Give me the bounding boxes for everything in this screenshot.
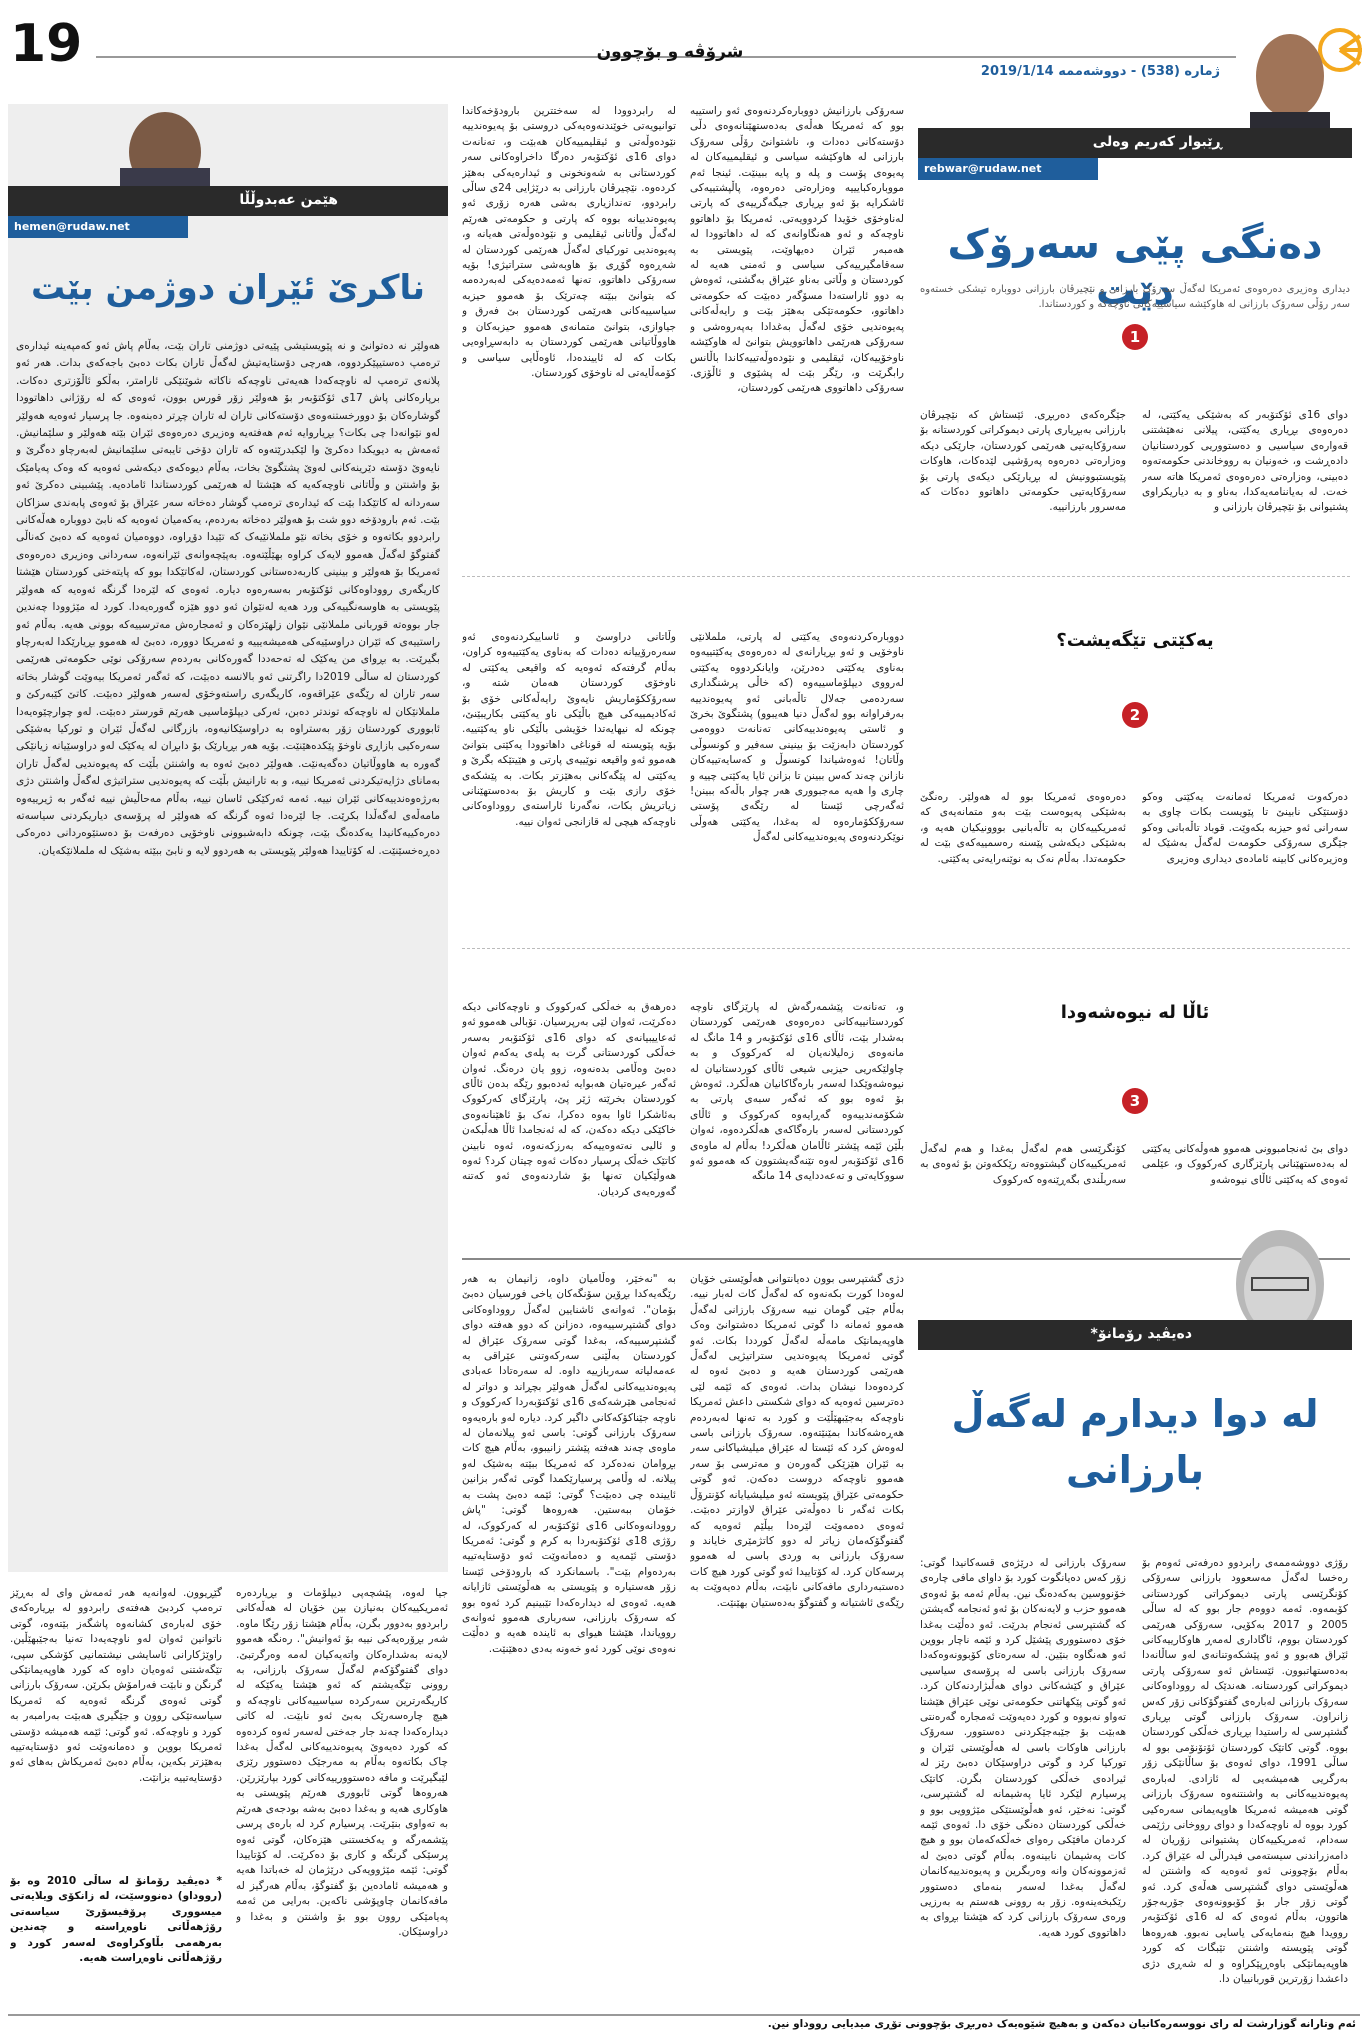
email-text: rebwar@rudaw.net (924, 162, 1042, 175)
section2-col2: دەرەوەی ئەمریکا بوو لە هەولێر. رەنگێ بەشێکی پەیوەست بێت بەو متمانەیەی کە ئەمریکییەکان بە تاڵەبانیی بووونیکیان هەیە و، بەشێکی دیکەشی پێسنە رەسمییەکەی بێت لە حکومەتدا. بەڵام نەک بە نوێنەرایەتی یەکێتی. (920, 791, 1126, 865)
footer-disclaimer: ئەم وتارانە گوزارشت لە رای نووسەرەکانیان دەکەن و بەهیچ شێوەیەک دەربڕی بۆچوونی تۆڕی میدیایی رووداو نین. (767, 2018, 1356, 2030)
author-bar-hemen (8, 186, 448, 216)
portrait-image (80, 108, 250, 188)
section3-col4: دەرهەق بە خەڵکی کەرکووک و ناوچەکانی دیکە دەکرێت، ئەوان لێی بەرپرسیان. تۆبالی هەموو ئەو ئەعاییبیانەی کە دوای 16ی ئۆکتۆبەر بەسەر خەڵکی کوردستانی گرت بە پلەی یەکەم ئەوان دەبێ وەڵامی بدەنەوە، زوو یان درەنگ. ئەوان ئەگەر عیرەتیان هەبوایە ئەدەبوو رێگە بدەن ئاڵای کوردستان بخرێتە ژێر پێ، پارێزگای کەرکووک بەئاشکرا ئاوا بەوە دەکرا، نەک بۆ ئاهێنانەوەی خاکێکی دیکە دەکەن، کە لە ئەنجامدا ئاڵا هەڵبکەن و ئالیی نەتەوەییەکە بەرزکەنەوە، ئەوە نابینن کاتێک خەڵک پرسیار دەکات ئەوە چیتان کرد؟ ئەوە هەوڵێکیان تەنها بۆ شاردنەوەی ئەو کەتنە گەورەیەی کردیان. (462, 1001, 676, 1198)
body-hemen: هەولێر نە دەتوانێ و نە پێویستیشی پێیەتی دوژمنی تاران بێت، بەڵام پاش ئەو کەمپەینە ئیدارەی ترەمپ دەستیپێکردووە، هەرچی دۆستایەتیش لەگەڵ تاران بکات دەبێ باجەکەی بدات. هەر ئەو پلانەی ترەمپ لە ناوچەکەدا هەیەتی ناوچەکە ناکاتە شوێنێکی ئارامتر، بەڵکو ئاڵۆزتری دەکات. برپارەکانی پاش 17ی ئۆکتۆبەر بۆ هەولێر زۆر قورس بوون، ئەوەی کە لە رۆژانی داهاتوودا گوشارەکان بۆ دوورخستنەوەی دۆستەکانی تاران لە تاران چڕتر دەبنەوە. جا پرسیار ئەوەیە هەولێر لەو نێوانەدا چی بکات؟ بڕیاروایە ئەم هەفتەیە وەزیری دەرەوەی ئێران بێتە هەولێر و سلێمانیش. ئەمەش بە دیویکدا دەکرێ وا لێکبدرێتەوە کە تاران دۆخی تایبەتی سلێمانیش لەبەرچاو دەگرێ و نایەوێ دۆستە دێرینەکانی لەوێ پشتگوێ بخات، بەڵام دیوەکەی دیکەشی ئەوەیە کە وەک پەیامێک بۆ واشنتن و وڵاتانی ناوچەکەیە کە هێشتا لە هەرێمی کوردستاندا ئامادەیە. پێشبینی دەکرێ ئەو سەردانە لە کاتێکدا بێت کە ئیدارەی ترەمپ گوشار دەخاتە سەر عێراق بۆ ئەوەی پابەندی سزاکان بێت. ئەم بارودۆخە دوو شت بۆ هەولێر دەخاتە بەردەم، یەکەمیان ئەوەیە کە نابێ دووبارە هەڵەکانی رابردوو بکاتەوە و خۆی بخاتە نێو ململانێیەک کە تێیدا دۆڕاوە، دووەمیان ئەوەیە کە دەبێ کەناڵی گفتوگۆ لەگەڵ هەموو لایەک کراوە بهێڵێتەوە. بەپێچەوانەی ئێرانەوە، سەردانی وەزیری دەرەوەی ئەمریکا بۆ هەولێر و بینینی کاربەدەستانی کوردستان، لەکاتێکدا بوو کە پایتەختی کوردستان هێشتا کاریگەری رووداوەکانی ئۆکتۆبەر بەسەرەوە دیارە. ئەوەی کە لێرەدا گرنگە ئەوەیە کە هەولێر پێویستی بە هاوسەنگییەکی ورد هەیە لەنێوان ئەو دوو هێزە گەورەیەدا. کورد لە مێژوودا چەندین جار بووەتە قوربانی ململانێی نێوان زلهێزەکان و ئەمجارەش مەترسییەکە بوونی هەیە. بەڵام ئەو راستییەی کە ئێران دراوسێیەکی هەمیشەیییە و ئەمریکا دوورە، دەبێ لە هەموو بڕیارێکدا لەبەرچاو بگیرێت. بە بڕوای من یەکێک لە تەحەددا گەورەکانی بەردەم سەرۆکی نوێی حکومەتی هەرێمی کوردستان لە ساڵی 2019دا راگرتنی ئەو بالانسە دەبێت، کە ئەگەر ئەمریکا بیەوێت گوشار بخاتە سەر تاران لە رێگەی عێراقەوە، کاریگەری راستەوخۆی لەسەر هەولێر دەبێت. کاتێ کێبەرکێ و ململانێکان لە ناوچەکە توندتر دەبن، ئەرکی دیپلۆماسیی هەرێم قورستر دەبێت. لەو چوارچێوەیەدا ئابووری کوردستان زۆر بەستراوە بە دراوسێکانیەوە، بازرگانی لەگەڵ ئێران و تورکیا بەشێکی سەرەکیی بازاڕی ناوخۆ پێکدەهێنێت. بۆیە هەر بڕیارێک بۆ دابڕان لە یەکێک لەو دراوسێیانە زیانێکی گەورە بە هاووڵاتیان دەگەیەنێت. هەولێر دەبێ ئەوە بە واشنتن بڵێت کە پەیوەندیی لەگەڵ تاران بەمانای دژایەتیکردنی ئەمریکا نییە، و بە تارانیش بڵێت کە پەیوەندیی ستراتیژی لەگەڵ واشنتن دژی بەرژەوەندییەکانی ئێران نییە. ئەمە ئەرکێکی ئاسان نییە، بەڵام مەحاڵیش نییە ئەگەر بە ژیرییەوە مامەڵەی لەگەڵدا بکرێت. جا لێرەدا ئەوە گرنگە کە هەولێر لە پرۆسەی دیاریکردنی سیاسەتە دەرەکییەکانیدا یەکدەنگ بێت، چونکە دابەشبوونی ناوخۆیی دەرفەت بۆ دەستێوەردانی دەرەکی دەڕەخسێنێت. لە کۆتاییدا هەولێر پێویستی بە هەردوو لایە و نابێ ببێتە بەشێک لە ململانێکەیان. (16, 340, 440, 857)
headline-rebwar: دەنگی پێی سەرۆک دێت (947, 222, 1323, 314)
section2-col4: وڵاتانی دراوسێ و ئاساییکردنەوەی ئەو سەرەرۆییانە دەدات کە بەناوی یەکێتییەوە کراون، بەڵام گرفتەکە ئەوەیە کە واقیعی یەکێتی لە ناوخۆی کوردستان هەمان شتە و، سەرۆککۆماریش نایەوێ رایەڵەکانی خۆی بۆ ئەکادیمییەکی هیچ باڵێکی ناو یەکێتی بکاریبێنێ، چونکە لە نیهایەتدا خۆیشی باڵێکی ناو یەکێتییە. بۆیە پێویستە لە قوناغی داهاتوودا یەکێتی بتوانێ هەموو ئەو واقیعە نوێییەی پارتی و هێیتێکە بگرێ و یەکێتی لە پێگەکانی بەهێزتر بکات. بە پێشکەی خۆی رازی بێت و کاریش بۆ بەدەستهێنانی زیاتریش بکات، نەگەرنا ئاراستەی رووداوەکانی ناوچەکە هیچی لە قازانجی ئەوان نییە. (462, 631, 676, 828)
romano-col6: گێڕیوون. لەوانەیە هەر ئەمەش وای لە بەڕێز ترەمپ کردبێ هەفتەی رابردوو لە بڕیارەکەی خۆی لەبارەی کشانەوە پاشگەز بێتەوە، گوتی ناتوانین ئەوان لەو ناوچەیەدا تەنیا بەجێبهێڵین. راوێژکارانی ئاسایشی نیشتمانیی کۆشکی سپی، تێگەشتنی ئەوەیان داوە کە کورد هاوپەیمانێکی گرنگن و نابێت فەرامۆش بکرێن. سەرۆک بارزانی گوتی ئەوەی گرنگە ئەوەیە کە ئەمریکا سیاسەتێکی روون و جێگیری هەبێت بەرامبەر بە کورد و ناوچەکە. ئەو گوتی: ئێمە هەمیشە دۆستی ئەمریکا بووین و دەمانەوێت ئەو دۆستایەتییە بەهێزتر بکەین، بەڵام دەبێ ئەمریکاش بەهای ئەو دۆستایەتییە بزانێت. (10, 1587, 222, 1784)
section3-col1: دوای بێ ئەنجامبوونی هەموو هەوڵەکانی یەکێتی لە بەدەستهێنانی پارێزگاری کەرکووک و، عێلمی ئەوەی کە یەکێتی ئاڵای نیوەشەو (1142, 1143, 1348, 1186)
section1-col1: دوای 16ی ئۆکتۆبەر کە بەشێکی یەکێتی، لە دەرەوەی بڕیاری یەکێتی، پیلانی نەهێشتنی قەوارەی سیاسیی و دەستووریی کوردستانیان دادەڕشت و، خەونیان بە رووخاندنی حکومەتەوە دەبینی، وەزارەتی دەرەوەی ئەمریکا هاتە سەر خەت. لە بەیاننامەیەکدا، بەناو و بە دیاریکراوی پشتیوانی بۆ نێچیرڤان بارزانی و (1142, 409, 1348, 514)
lead-rebwar: دیداری وەزیری دەرەوەی ئەمریکا لەگەڵ سەرۆک بارزانی و نێچیرڤان بارزانی دووبارە تیشکی خستەوە سەر رۆڵی سەرۆک بارزانی لە هاوکێشە سیاسییەکانی ناوچەکە و کوردستاندا. (920, 284, 1350, 310)
section-number-2: 2 (1122, 702, 1148, 728)
section-number-3: 3 (1122, 1088, 1148, 1114)
page-number (10, 16, 90, 72)
page-number-text: 19 (10, 14, 83, 74)
email-text: hemen@rudaw.net (14, 220, 130, 233)
author-name: ڕێبوار کەریم وەلی (1092, 134, 1222, 150)
section-title-3: ئاڵا لە نیوەشەودا (1060, 1002, 1210, 1023)
author-bar-romano (918, 1320, 1352, 1350)
section1-col3: سەرۆکی بارزانیش دووبارەکردنەوەی ئەو راستییە بوو کە ئەمریکا هەڵەی بەدەستهێنانەوەی دڵی دۆستەکانی دەدات و، ناشتوانێ رۆڵی سەرۆک بارزانی لە هاوکێشە سیاسی و ئیقلیمییەکان لە پەیوەی پۆست و پلە و پایە ببینێت. ئینجا ئەم مووبارەکبایییە وەزارەتی دەرەوە، پاڵپشتییەکی ئاشکرایە بۆ ئەو بڕیاری جیگەگرییەی کە پارتی لەناوخۆی خۆیدا کردوویەتی. ئەمریکا بۆ داهاتوو ناوچەکە و ئەو هەنگاوانەی کە لە داهاتوودا لە هەمبەر ئێران دەیهاوێت، پێویستی بە سەقامگیرییەکی سیاسی و ئەمنی هەیە لە کوردستان و وڵاتی بەناو عێراق بەگشتی، ئەوەش بە دوو ئاراستەدا مسۆگەر دەبێت کە حکومەتی داهاتوو، حکومەتێکی بەهێز بێت و رایەڵەکانی پەیوەندیی خۆی لەگەڵ بەغدادا بەپەروەشی و سەرۆکی هەرێمی داهاتوویش بتوانێ لە هاوکێشە ناوخۆییەکان، ئیقلیمی و نێودەوڵەتییەکاندا باڵانس رابگرێت و، رێگر بێت لە پشێوی و ئاڵۆزی. سەرۆکی داهاتووی هەرێمی کوردستان، (690, 105, 904, 395)
author-name: هێمن عەبدوڵڵا (239, 192, 338, 208)
section3-col2: کۆنگرێسی هەم لەگەڵ بەغدا و هەم لەگەڵ ئەمریکییەکان گیشتووەتە رێککەوتن بۆ ئەوەی بە سەربڵندی بگەڕێنەوە کەرکووک (920, 1143, 1126, 1186)
romano-col5: جیا لەوە، پێشچەپی دیپلۆمات و بڕیاردەرە ئەمریکییەکان بەنیازن بین خۆیان لە هەڵەکانی رابردوو بەدوور بگرن، بەڵام هێشتا زۆر رێگا ماوە. شەر بڕۆرەیەکی نییە بۆ ئەوانیش". رەنگە هەموو لایەنە بەشدارەکان واتەیەکیان لەمە وەرگرتبێ. دوای گفتوگۆکەم لەگەڵ سەرۆک بارزانی، بە روونی تێگەیشتم کە ئەو هێشتا یەکێکە لە کاریگەرترین سەرکردە سیاسییەکانی ناوچەکە و هیچ چارەسەرێک بەبێ ئەو نابێت. لە کاتی دیدارەکەدا چەند جار جەختی لەسەر ئەوە کردەوە کە کورد دەیەوێ پەیوەندییەکانی لەگەڵ بەغدا چاک بکاتەوە بەڵام بە مەرجێک دەستوور رێزی لێبگیرێت و مافە دەستوورییەکانی کورد بپارێزرێن. هەروەها گوتی ئابووری هەرێم پێویستی بە هاوکاری هەیە و بەغدا دەبێ بەشە بودجەی هەرێم بە تەواوی بنێرێت. پرسیارم کرد لە بارەی پرسی پێشمەرگە و یەکخستنی هێزەکان، گوتی ئەوە پرسێکی گرنگە و کاری بۆ دەکرێت. لە کۆتاییدا گوتی: ئێمە مێژوویەکی درێژمان لە خەباتدا هەیە و هەمیشە ئامادەین بۆ گفتوگۆ، بەڵام هەرگیز لە مافەکانمان چاوپۆشی ناکەین. بەرایی من ئەمە پەیامێکی روون بوو بۆ واشنتن و بەغدا و دراوسێکان. (236, 1587, 448, 1938)
author-name: دەیڤید رۆمانۆ* (1090, 1326, 1192, 1342)
issue-info: ژمارە (538) - دووشەممە 2019/1/14 (980, 64, 1220, 79)
romano-col1: رۆژی دووشەممەی رابردوو دەرفەتی ئەوەم بۆ رەخسا لەگەڵ مەسعوود بارزانی سەرۆکی کۆنگرێسی پارتی دیموکراتی کوردستانی کۆبمەوە. ئەمە دووەم جار بوو کە لە ساڵی 2005 و 2017 بەکۆیی، سەرۆکی هەرێمی کوردستان بووم، ئاگاداری لەمەڕ هاوکارییەکانی ئێراق هەبوو و ئەو پێشکەوتنانەی لەو ساڵانەدا بەدەستهاتبوون. ئێستاش ئەو سەرۆکی پارتی دیموکراتی کوردستانە. هەندێک لە رووداوەکانی سەرۆک بارزانی لەبارەی گفتوگۆکانی زۆر کەس زانراون. سەرۆک بارزانی گوتی بڕیاری گشتپرسی لە راستیدا بڕیاری خەڵکی کوردستان بووە. گوتی کاتێک کوردستان ئۆتۆنۆمی بوو لە ساڵی 1991، دوای ئەوەی بۆ ساڵانێکی زۆر بەرگریی هەمیشەیی لە ئازادی. لەبارەی پەیوەندییەکانی بە واشنتنەوە سەرۆک بارزانی گوتی هەمیشە ئەمریکا هاوپەیمانی سەرەکیی کورد بووە لە ناوچەکەدا و دوای رووخانی رژێمی سەدام، ئەمریکییەکان پشتیوانی زۆریان لە دامەزراندنی سیستەمی فیدراڵی لە عێراق کرد. بەڵام بۆچوونی ئەو ئەوەیە کە واشنتن لە هەڵوێستی دوای گشتپرسی هەڵەی کرد. ئەو گوتی زۆر جار بۆ کۆبوونەوەی جۆربەجۆر هاتوون، بەڵام ئەوەی کە لە 16ی ئۆکتۆبەر روویدا هیچ بنەمایەکی یاسایی نەبوو. هەروەها گوتی پێویستە واشنتن تێبگات کە کورد هاوپەیمانێکی باوەڕپێکراوە و لە شەڕی دژی داعشدا زۆرترین قوربانییان دا. (1142, 1557, 1348, 1985)
section-divider-1 (462, 576, 1350, 577)
section-number-1: 1 (1122, 324, 1148, 350)
footer-rule (8, 2014, 1360, 2016)
headline-romano: لە دوا دیدارم لەگەڵ بارزانی (951, 1392, 1319, 1492)
section3-col3: و، تەنانەت پێشمەرگەش لە پارێزگای ناوچە کوردستانییەکانی دەرەوەی هەرێمی کوردستان بەشدار بێت، ئاڵای 16ی ئۆکتۆبەر و 14 مانگ لە مانەوەی زەلیلانەیان لە کەرکووک و بە چاولێکەریی حیزبی شیعی ئاڵای کوردستانیان لە نیوەشەوێکدا لەسەر بارەگاکانیان هەڵکرد. ئەوەش بۆ ئەوە بوو کە ئەگەر سبەی پارتی بە شکۆمەندییەوە گەڕایەوە کەرکووک و ئاڵای کوردستانی لەسەر بارەگاکەی هەڵکردەوە، ئەوان بڵێن ئێمە پێشتر ئاڵامان هەڵکرد! بەڵام لە ماوەی 16ی ئۆکتۆبەر لەوە تێنەگەیشتوون کە هەموو ئەو سووکایەتی و تەعەددایەی 14 مانگە (690, 1001, 904, 1183)
romano-bio: * دەیڤید رۆمانۆ لە ساڵی 2010 وە بۆ (رووداو) دەنووسێت، لە زانکۆی ویلایەتی میسووری پرۆفیسۆرێ سیاسەتی رۆژهەڵاتی ناوەڕاستە و چەندین بەرهەمی بڵاوکراوەی لەسەر کورد و رۆژهەڵاتی ناوەڕاست هەیە. (10, 1875, 222, 1965)
author-photo-rebwar (1232, 20, 1348, 140)
romano-col3: دژی گشتپرسی بوون دەیانتوانی هەڵوێستی خۆیان لەوەدا کورت بکەنەوە کە لەگەڵ کات لەبار نییە. بەڵام جێی گومان نییە سەرۆک بارزانی لەگەڵ هەموو ئەمانە دا گوتی ئەمریکا دەشتوانێ وەک هاوپەیمانێک مامەڵە لەگەڵ کورددا بکات. ئەو گوتی ئەمریکا پەیوەندیی ستراتیژیی لەگەڵ هەرێمی کوردستان هەیە و دەبێ ئەوە لە کردەوەدا نیشان بدات. ئەوەی کە ئێمە لێی دەترسین ئەوەیە کە دوای شکستی داعش ئەمریکا ناوچەکە بەجێبهێڵێت و کورد بە تەنها لەبەردەم هەڕەشەکاندا بمێنێتەوە. سەرۆک بارزانی باسی لەوەش کرد کە ئێستا لە عێراق میلیشیاکانی سەر بە ئێران هێزێکی گەورەن و مەترسی بۆ سەر هەموو ناوچەکە دروست دەکەن. ئەو گوتی حکومەتی عێراق پێویستە ئەو میلیشیایانە کۆنترۆڵ بکات ئەگەر نا دەوڵەتی عێراق لاوازتر دەبێت. ئەوەی دەمەوێت لێرەدا بیڵێم ئەوەیە کە گفتوگۆکەمان زیاتر لە دوو کاتژمێری خایاند و سەرۆک بارزانی بە وردی باسی لە هەموو پرسەکان کرد. لە کۆتاییدا ئەو گوتی کورد هیچ کات دەستبەرداری مافەکانی نابێت، بەڵام دەیەوێت بە رێگەی ئاشتیانە و گفتوگۆ بەدەستیان بهێنێت. (690, 1273, 904, 1609)
author-photo-hemen (80, 108, 250, 188)
section1-col2: جێگرەکەی دەربڕی. ئێستاش کە نێچیرڤان بارزانی بەبڕیاری پارتی دیموکراتی کوردستانە بۆ سەرۆکایەتیی هەرێمی کوردستان، جارێکی دیکە وەزارەتی دەرەوە پەرۆشیی لێدەکات، هاوکات پێویستبوونیش لە بڕیارێکی دیکەی پارتی بۆ سەرۆکایەتیی حکومەتی داهاتوو دەکات کە مەسرور بارزانییە. (920, 409, 1126, 514)
author-email-hemen (8, 216, 188, 238)
author-email-rebwar (918, 158, 1098, 180)
section2-col1: دەرکەوت ئەمریکا ئەمانەت یەکێتی وەکو دۆستێکی نابینێ تا پێویست بکات چاوی بە سەرانی ئەو حیزبە بکەوێت. قوباد تاڵەبانی وەکو جێگری سەرۆکی حکومەت لەگەڵ بەشێک لە وەزیرەکانی کابینە ئامادەی دیداری وەزیری (1142, 791, 1348, 865)
section2-col3: دووبارەکردنەوەی یەکێتی لە پارتی، ململانێی ناوخۆیی و ئەو بڕیارانەی لە دەرەوەی یەکێتییەوە بەناوی یەکێتی دەدرێن، وایانکردووە یەکێتی لەرووی دیپلۆماسییەوە (کە خاڵی پرشنگداری سەردەمی جەلال تاڵەبانی ئەو پەیوەندییە بەرفراوانە بوو لەگەڵ دنیا هەیبوو) پشتگوێ بخرێ و ئاستی پەیوەندییەکانی تەنانەت دووەمی کوردستان دابەزێت بۆ بینینی سەفیر و کونسوڵی وڵاتان! ئەوەشیاندا کونسوڵ و کەسایەتییەکان نازانن چەند کەس ببینن تا بزانن ئایا یەکێتی چییە و چاری وا هەیە مەجبووری هەر چوار باڵەکە ببینن! ئەگەرچی ئێستا لە رێگەی پۆستی سەرۆککۆمارەوە لە بەغدا، یەکێتی هەوڵی نوێکردنەوەی پەیوەندییەکانی لەگەڵ (690, 631, 904, 844)
section-title-2: یەکێتی تێگەیشت؟ (1056, 630, 1214, 651)
romano-col2: سەرۆک بارزانی لە درێژەی قسەکانیدا گوتی: زۆر کەس دەیانگوت کورد بۆ داوای مافی چارەی خۆنووسین بەکەدەنگ نین. بەڵام ئەمە بۆ ئەوەی هەموو حزب و لایەنەکان بۆ ئەو ئەنجامە گەیشتن کە گشتپرسی ئەنجام بدرێت. ئەو دەڵێت بەغدا خۆی دەستووری پێشێل کرد و ئێمە ناچار بووین ئەو هەنگاوە بنێین. لە سەرەتای کۆبوونەوەکەدا سەرۆک بارزانی باسی لە پرۆسەی سیاسیی عێراق و کێشەکانی دوای هەڵبژاردنەکان کرد. ئەو گوتی پێکهاتنی حکومەتی نوێی عێراق هێشتا تەواو نەبووە و کورد دەیەوێت ئەمجارە گەرەنتی هەبێت بۆ جێبەجێکردنی دەستوور. سەرۆک بارزانی هاوکات باسی لە هەڵوێستی ئێران و تورکیا کرد و گوتی دراوسێکان دەبێ رێز لە ئیرادەی خەڵکی کوردستان بگرن. کاتێک پرسیارم لێکرد ئایا پەشیمانە لە گشتپرسی، گوتی: نەخێر، ئەو هەڵوێستێکی مێژوویی بوو و خەڵکی کوردستان دەنگی خۆی دا. ئەوەی ئێمە کردمان مافێکی رەوای خەڵکەکەمان بوو و هیچ کات پەشیمان نابینەوە. بەڵام گوتی دەبێ لە ئەزموونەکان وانە وەربگرین و پەیوەندییەکانمان لەگەڵ بەغدا لەسەر بنەمای دەستوور رێکبخەینەوە. زۆر بە روونی هەستم بە بەرزیی ورەی سەرۆک بارزانی کرد کە هێشتا بڕوای بە داهاتووی کورد هەیە. (920, 1557, 1126, 1939)
section-divider-2 (462, 948, 1350, 949)
portrait-image (1232, 20, 1348, 140)
author-bar-rebwar (918, 128, 1352, 158)
romano-col4: بە "نەخێر، وەڵامیان داوە، زانیمان بە هەر رێگەیەکدا بڕۆین سۆنگەکان یاخی فورسیان دەبێ بۆمان". ئەوانەی ئاشنایین لەگەڵ رووداوەکانی دوای گشتپرسییەوە، دەزانن کە دوو هەفتە دوای گشتپرسییەکە، بەغدا گوتی سەرۆک عێراق لە کوردستان بەڵێنی سەرکەوتنی عێراقی بە عەمەلیاتە سەربازییە داوە. لە سەرەتادا عەبادی پەیوەندییەکانی لەگەڵ هەولێر بچڕاند و دواتر لە ئەنجامی هێرشەکەی 16ی ئۆکتۆبەردا کەرکووک و ناوچە جێناکۆکەکانی داگیر کرد. دیارە لەو بارەیەوە سەرۆک بارزانی گوتی: باسی ئەو پیلانەمان لە ماوەی چەند هەفتە پێشتر زانیبوو، بەڵام هیچ کات بڕوامان نەدەکرد کە ئەمریکا ببێتە بەشێک لەو پیلانە. لە وڵامی پرسیارێکمدا گوتی ئەگەر بزانین ئاییندە چی دەبێت؟ گوتی: ئێمە دەبێ پشت بە خۆمان ببەستین. هەروەها گوتی: "پاش روودانەوەکانی 16ی ئۆکتۆبەر لە کەرکووک، لە رۆژی 18ی ئۆکتۆبەردا بە کرم و گوتی: ئەمریکا دۆستی ئێمەیە و دەمانەوێت ئەو دۆستایەتییە بەردەوام بێت". باسمانکرد کە بارودۆخی ئێستا زۆر هەستیارە و پێویستی بە هەڵوێستی ئازایانە هەیە. ئەوەی لە دیدارەکەدا تێبینیم کرد ئەوە بوو کە سەرۆک بارزانی، سەرباری هەموو ئەوانەی روویاندا، هێشتا هیوای بە ئایندە هەیە و دەڵێت نەوەی نوێی کورد ئەو خەونە بەدی دەهێنێت. (462, 1273, 676, 1655)
section1-col4: لە رابردوودا لە سەختترین بارودۆخەکاندا توانیویەتی خوێندنەوەیەکی دروستی بۆ پەیوەندییە نێودەوڵەتی و ئیقلیمییەکان هەبێت و، تەنانەت دوای 16ی ئۆکتۆبەر دەرگا داخراوەکانی سەر کوردستانی بە شەونخونی و ئیدارەیەکی بەهێز کردەوە. نێچیرڤان بارزانی بە درێژایی 24ی ساڵی رابردوو، تەندازیاری بەشی هەرە زۆری ئەو پەیوەندییانە بووە کە پارتی و حکومەتی هەرێم لەگەڵ وڵاتانی ئیقلیمی و نێودەوڵەتی هەیانە و، پەیوەندیی تورکیای لەگەڵ هەرێمی کوردستان لە شەڕەوە گۆڕی بۆ هاوبەشی ستراتیژی! بۆیە سەرۆکی داهاتوو، تەنها ئەمەدەیەکی لەبەردەمە کە بتوانێ ببێتە چەترێک بۆ هەموو حیزبە سیاسییەکانی هەرێمی کوردستان بێ فەرق و جیاوازی، بتوانێ متمانەی هەموو حیزبەکان و هاووڵاتیانی هەرێمی کوردستان بە دابەسڕاوەیی بکات کە لە ئاییندەدا، ئاوەڵایی سیاسی و کۆمەڵایەتی لە ناوخۆی کوردستان. (462, 105, 676, 379)
headline-hemen: ناکرێ ئێران دوژمن بێت (30, 268, 426, 308)
section-title: شرۆڤە و بۆچوون (596, 42, 744, 62)
